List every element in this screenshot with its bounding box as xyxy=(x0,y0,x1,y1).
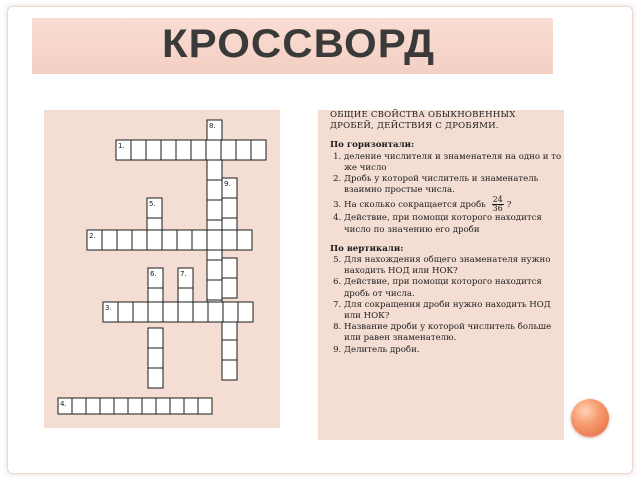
clue-number-v8: 8. xyxy=(209,122,216,130)
word-h4[interactable] xyxy=(58,398,212,414)
word-h1[interactable] xyxy=(116,140,266,160)
clue-number-h3: 3. xyxy=(105,304,112,312)
clue-number-h2: 2. xyxy=(89,232,96,240)
fraction-24-36 xyxy=(492,196,504,213)
vertical-clue-7: 7. Для сокращения дроби нужно находить НОД или НОК? xyxy=(344,300,562,322)
clues-text xyxy=(330,110,562,356)
crossword-grid xyxy=(44,110,280,428)
word-h2[interactable] xyxy=(87,230,252,250)
vertical-title: По вертикали: xyxy=(330,243,404,254)
clue-number-h1: 1. xyxy=(118,142,125,150)
clues-heading-line1: ОБЩИЕ СВОЙСТВА ОБЫКНОВЕННЫХ xyxy=(330,110,516,120)
horizontal-clue-4: 4. Действие, при помощи которого находится число по значению его дроби xyxy=(344,213,562,235)
clue-number-v9: 9. xyxy=(224,180,231,188)
clue-number-h4: 4. xyxy=(60,400,67,408)
word-v6[interactable] xyxy=(148,268,163,388)
fraction-denominator: 36 xyxy=(492,204,503,214)
clues-heading-line2: ДРОБЕЙ, ДЕЙСТВИЯ С ДРОБЯМИ. xyxy=(330,121,499,132)
fraction-numerator: 24 xyxy=(492,195,503,205)
clue-number-v5: 5. xyxy=(149,200,156,208)
vertical-clue-8: 8. Название дроби у которой числитель больше или равен знаменателю. xyxy=(344,322,562,344)
fraction-suffix: ? xyxy=(506,200,512,211)
orange-orb-decoration xyxy=(571,399,609,437)
horizontal-clue-2: 2. Дробь у которой числитель и знаменатель взаимно простые числа. xyxy=(344,174,562,196)
word-v9[interactable] xyxy=(222,178,237,380)
word-h3[interactable] xyxy=(103,302,253,322)
horizontal-title: По горизонтали: xyxy=(330,140,415,151)
horizontal-clue-3-text: На сколько сокращается дробь xyxy=(344,200,486,211)
vertical-clue-9: 9. Делитель дроби. xyxy=(344,345,562,356)
clue-number-v7: 7. xyxy=(180,270,187,278)
vertical-section xyxy=(330,244,562,356)
horizontal-clue-3 xyxy=(344,196,562,213)
clue-number-v6: 6. xyxy=(150,270,157,278)
horizontal-section xyxy=(330,140,562,235)
horizontal-clue-1: 1. деление числителя и знаменателя на одно и то же число xyxy=(344,152,562,174)
vertical-clue-6: 6. Действие, при помощи которого находится дробь от числа. xyxy=(344,277,562,299)
slide-title: КРОССВОРД xyxy=(162,22,436,66)
vertical-clue-5: 5. Для нахождения общего знаменателя нужно находить НОД или НОК? xyxy=(344,255,562,277)
